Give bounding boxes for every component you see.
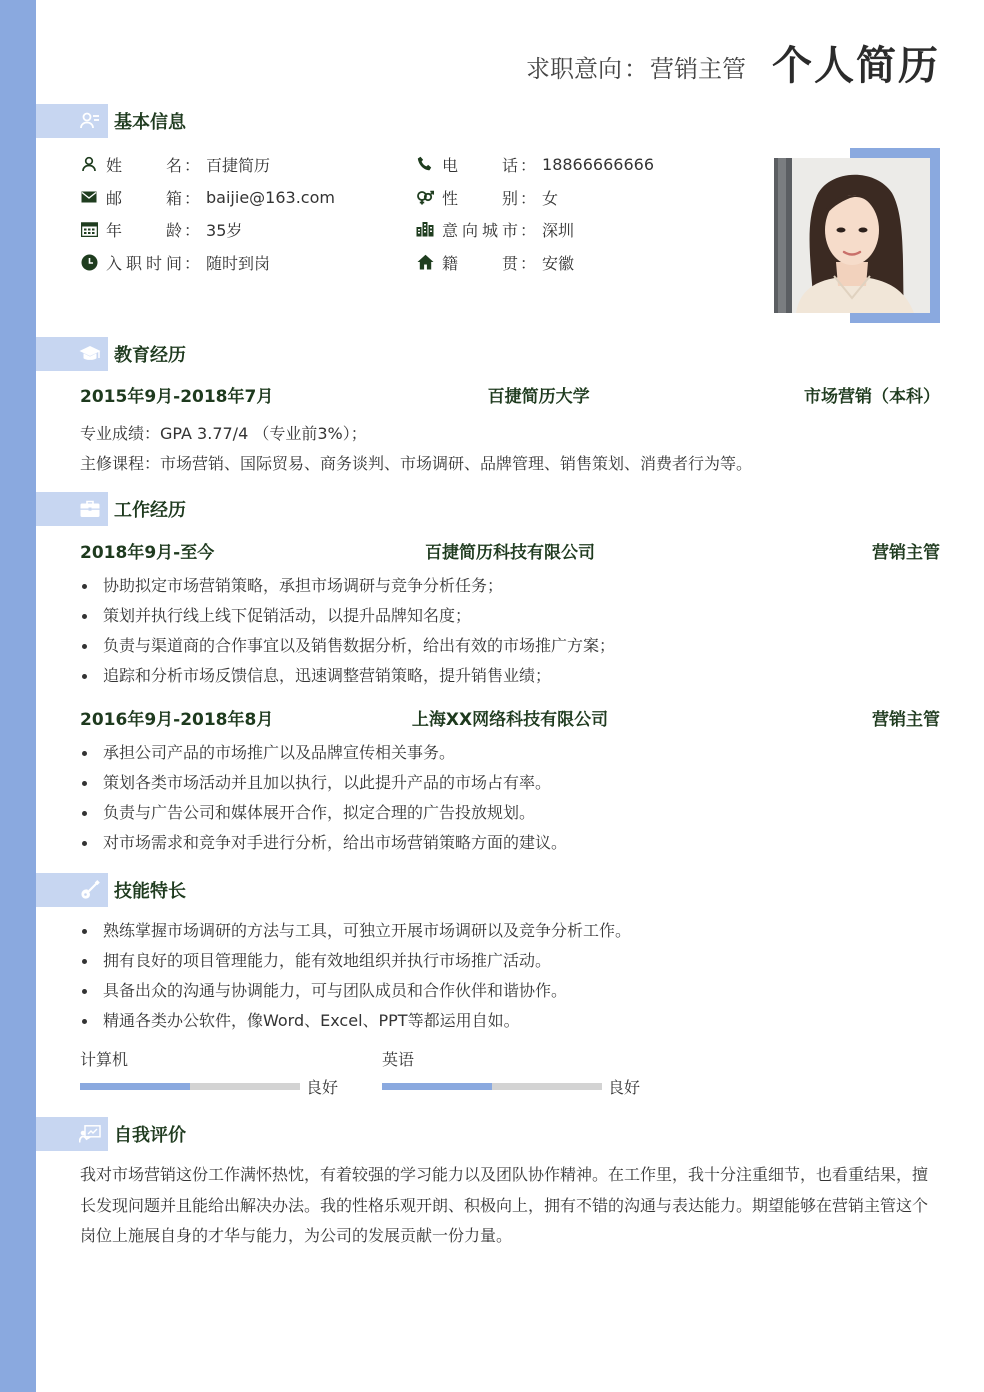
- info-value: 35岁: [206, 220, 243, 240]
- skill-english: [382, 1047, 662, 1097]
- bullet-dot: [82, 989, 87, 994]
- presenter-icon: [78, 1122, 102, 1146]
- list-item-text: 负责与渠道商的合作事宜以及销售数据分析，给出有效的市场推广方案；: [103, 636, 616, 655]
- bullet-dot: [82, 674, 87, 679]
- edu-period: 2015年9月-2018年7月: [80, 387, 274, 407]
- info-label: 意向城市: [442, 220, 518, 240]
- info-label: 邮箱: [106, 188, 182, 208]
- info-colon: ：: [184, 188, 201, 208]
- gender-icon: [416, 188, 434, 206]
- info-label: 籍贯: [442, 253, 518, 273]
- info-gender: [416, 183, 558, 211]
- city-buildings-icon: [416, 220, 434, 238]
- portrait-image: [774, 158, 930, 313]
- list-item: [80, 946, 631, 976]
- bullet-dot: [82, 811, 87, 816]
- list-item: [80, 798, 567, 828]
- user-card-icon: [78, 109, 102, 133]
- list-item: [80, 631, 615, 661]
- section-skills: [36, 873, 186, 907]
- section-self-evaluation: [36, 1117, 186, 1151]
- job-intent-colon: ：: [624, 55, 648, 83]
- list-item-text: 熟练掌握市场调研的方法与工具，可独立开展市场调研以及竞争分析工作。: [103, 921, 632, 940]
- section-title: 基本信息: [114, 112, 186, 133]
- info-colon: ：: [520, 253, 537, 273]
- job-intent: [526, 49, 746, 92]
- work-entry-2-header: [80, 705, 940, 730]
- info-label: 年龄: [106, 220, 182, 240]
- skill-progress-fill: [80, 1083, 190, 1090]
- info-colon: ：: [520, 155, 537, 175]
- photo-frame-bottom: [852, 313, 940, 323]
- bullet-dot: [82, 841, 87, 846]
- info-label: 姓名: [106, 155, 182, 175]
- bullet-dot: [82, 644, 87, 649]
- edu-gpa: 专业成绩：GPA 3.77/4 （专业前3%）；: [80, 424, 367, 443]
- info-city: [416, 215, 574, 243]
- skill-level: 良好: [608, 1078, 641, 1097]
- list-item-text: 拥有良好的项目管理能力，能有效地组织并执行市场推广活动。: [103, 951, 552, 970]
- skill-progress-bar: [80, 1083, 300, 1090]
- profile-photo: [772, 148, 940, 323]
- list-item: [80, 601, 615, 631]
- list-item-text: 策划各类市场活动并且加以执行，以此提升产品的市场占有率。: [103, 773, 552, 792]
- info-colon: ：: [184, 220, 201, 240]
- home-icon: [416, 253, 434, 271]
- info-label: 电话: [442, 155, 518, 175]
- clock-icon: [80, 253, 98, 271]
- left-accent-bar: [0, 0, 36, 1392]
- bullet-dot: [82, 781, 87, 786]
- info-value: 百捷简历: [206, 155, 271, 175]
- education-entry: [80, 382, 940, 407]
- edu-school: 百捷简历大学: [487, 387, 590, 407]
- skills-list: [80, 916, 631, 1036]
- resume-title: 个人简历: [772, 43, 940, 89]
- list-item: [80, 828, 567, 858]
- list-item: [80, 738, 567, 768]
- section-title: 自我评价: [114, 1125, 186, 1146]
- info-colon: ：: [520, 188, 537, 208]
- info-age: [80, 215, 242, 243]
- section-title: 工作经历: [114, 500, 186, 521]
- section-tab: [36, 873, 108, 907]
- info-origin: [416, 248, 574, 276]
- work-entry-1-header: [80, 538, 940, 563]
- skill-level: 良好: [306, 1078, 339, 1097]
- section-title: 技能特长: [114, 881, 186, 902]
- list-item-text: 策划并执行线上线下促销活动，以提升品牌知名度；: [103, 606, 472, 625]
- section-title: 教育经历: [114, 345, 186, 366]
- job-intent-label: 求职意向: [526, 55, 622, 83]
- bullet-dot: [82, 1019, 87, 1024]
- job-company: 百捷简历科技有限公司: [425, 543, 595, 563]
- list-item: [80, 768, 567, 798]
- info-colon: ：: [184, 155, 201, 175]
- section-tab: [36, 1117, 108, 1151]
- info-start: [80, 248, 270, 276]
- section-basic-info: [36, 104, 186, 138]
- phone-icon: [416, 155, 434, 173]
- list-item: [80, 1006, 631, 1036]
- edu-courses: 主修课程：市场营销、国际贸易、商务谈判、市场调研、品牌管理、销售策划、消费者行为等。: [80, 454, 753, 473]
- self-evaluation-text: 我对市场营销这份工作满怀热忱，有着较强的学习能力以及团队协作精神。在工作里，我十分注重细节，也看重结果，擅长发现问题并且能给出解决办法。我的性格乐观开朗、积极向上，拥有不错的沟通与表达能力。期望能够在营销主管这个岗位上施展自身的才华与能力，为公司的发展贡献一份力量。: [80, 1165, 929, 1245]
- work-entry-1-list: [80, 571, 615, 691]
- work-entry-2-list: [80, 738, 567, 858]
- page-header: [526, 40, 940, 92]
- section-education: [36, 337, 186, 371]
- envelope-icon: [80, 188, 98, 206]
- job-period: 2018年9月-至今: [80, 543, 215, 563]
- job-company: 上海XX网络科技有限公司: [411, 710, 609, 730]
- list-item-text: 承担公司产品的市场推广以及品牌宣传相关事务。: [103, 743, 456, 762]
- job-intent-value: 营销主管: [650, 55, 746, 83]
- list-item-text: 协助拟定市场营销策略，承担市场调研与竞争分析任务；: [103, 576, 504, 595]
- info-email: [80, 183, 335, 211]
- skill-computer: [80, 1047, 360, 1097]
- bullet-dot: [82, 751, 87, 756]
- info-label: 性别: [442, 188, 518, 208]
- list-item-text: 精通各类办公软件，像Word、Excel、PPT等都运用自如。: [103, 1011, 520, 1030]
- list-item: [80, 661, 615, 691]
- list-item-text: 负责与广告公司和媒体展开合作，拟定合理的广告投放规划。: [103, 803, 536, 822]
- bullet-dot: [82, 584, 87, 589]
- calendar-icon: [80, 220, 98, 238]
- job-period: 2016年9月-2018年8月: [80, 710, 274, 730]
- section-work: [36, 492, 186, 526]
- section-tab: [36, 104, 108, 138]
- list-item-text: 具备出众的沟通与协调能力，可与团队成员和合作伙伴和谐协作。: [103, 981, 568, 1000]
- list-item: [80, 916, 631, 946]
- info-value: 18866666666: [542, 154, 654, 174]
- info-colon: ：: [520, 220, 537, 240]
- bullet-dot: [82, 959, 87, 964]
- info-value: 女: [542, 188, 559, 208]
- info-phone: [416, 150, 654, 178]
- list-item-text: 对市场需求和竞争对手进行分析，给出市场营销策略方面的建议。: [103, 833, 568, 852]
- edu-major: 市场营销（本科）: [804, 387, 940, 407]
- bullet-dot: [82, 614, 87, 619]
- guitar-icon: [78, 878, 102, 902]
- skill-progress-fill: [382, 1083, 492, 1090]
- skill-name: 计算机: [80, 1050, 129, 1069]
- info-colon: ：: [184, 253, 201, 273]
- list-item: [80, 976, 631, 1006]
- job-role: 营销主管: [872, 710, 940, 730]
- list-item: [80, 571, 615, 601]
- briefcase-icon: [78, 497, 102, 521]
- skill-name: 英语: [382, 1050, 415, 1069]
- info-label: 入职时间: [106, 253, 182, 273]
- info-value: 随时到岗: [206, 253, 271, 273]
- section-tab: [36, 337, 108, 371]
- info-value: 深圳: [542, 220, 575, 240]
- person-icon: [80, 155, 98, 173]
- skill-progress-bar: [382, 1083, 602, 1090]
- info-value: 安徽: [542, 253, 575, 273]
- section-tab: [36, 492, 108, 526]
- info-name: [80, 150, 270, 178]
- bullet-dot: [82, 929, 87, 934]
- info-value: baijie@163.com: [206, 187, 335, 207]
- job-role: 营销主管: [872, 543, 940, 563]
- graduation-cap-icon: [78, 342, 102, 366]
- list-item-text: 追踪和分析市场反馈信息，迅速调整营销策略，提升销售业绩；: [103, 666, 552, 685]
